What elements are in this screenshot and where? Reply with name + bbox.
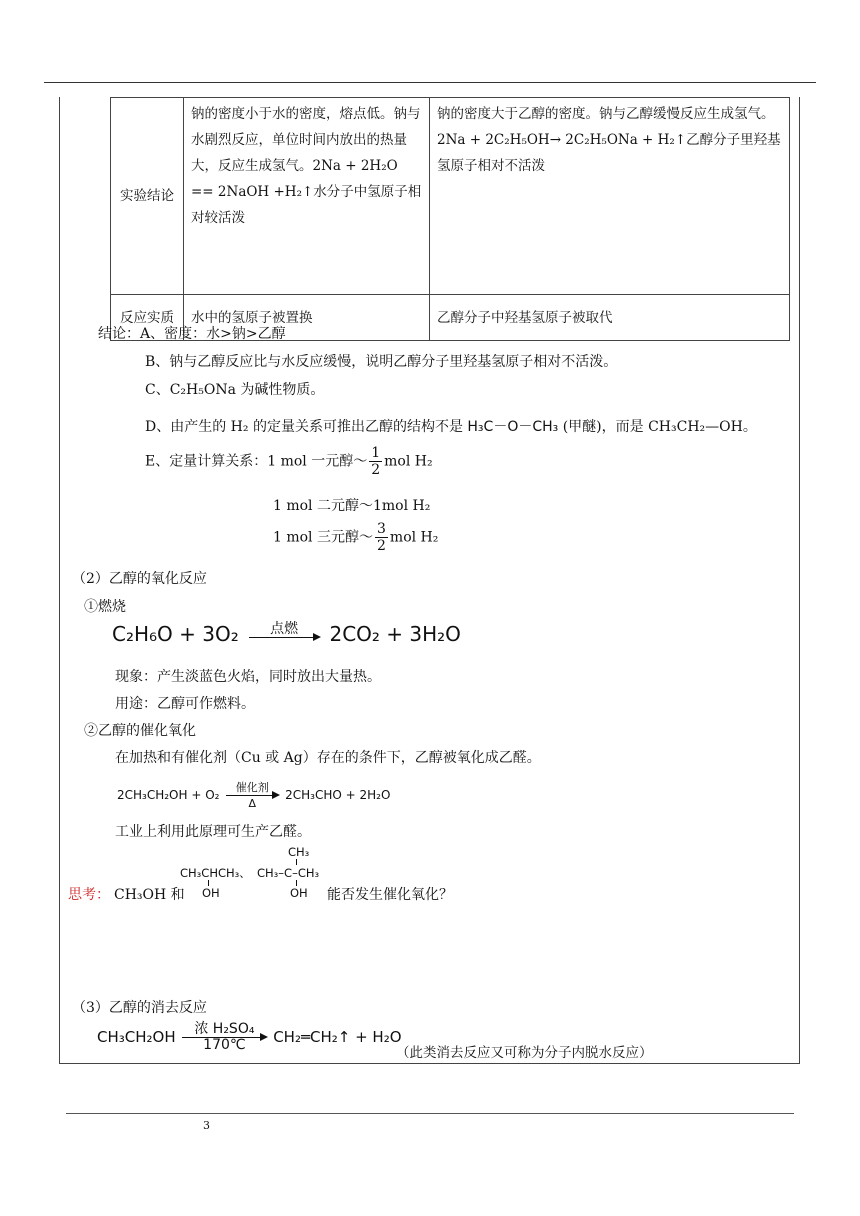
conclusion-b: B、钠与乙醇反应比与水反应缓慢，说明乙醇分子里羟基氢原子相对不活泼。 [145, 354, 618, 370]
catalyst-arrow: 催化剂 Δ [226, 780, 278, 811]
dihydric-relation: 1 mol 二元醇～1mol H₂ [273, 498, 431, 514]
conclusion-e [145, 445, 433, 478]
usage-text: 用途：乙醇可作燃料。 [115, 696, 255, 712]
row-label-conclusion: 实验结论 [111, 98, 184, 295]
cell-water-conclusion: 钠的密度小于水的密度，熔点低。钠与水剧烈反应，单位时间内放出的热量大，反应生成氢气。2Na + 2H₂O == 2NaOH +H₂↑水分子中氢原子相对较活泼 [184, 98, 430, 295]
catalytic-equation [117, 780, 390, 811]
think-question: 能否发生催化氧化？ [327, 887, 453, 903]
elimination-note: （此类消去反应又可称为分子内脱水反应） [396, 1045, 653, 1061]
cell-ethanol-conclusion: 钠的密度大于乙醇的密度。钠与乙醇缓慢反应生成氢气。2Na + 2C₂H₅OH→ 2C₂H₅ONa + H₂↑乙醇分子里羟基氢原子相对不活泼 [430, 98, 790, 295]
ignite-arrow: 点燃 [249, 622, 319, 638]
sodium-ethoxide-formula: C₂H₅ONa [169, 382, 236, 398]
header-rule [44, 82, 816, 83]
tert-butanol-chain: CH₃–C–CH₃ [257, 866, 320, 880]
combustion-heading: ①燃烧 [84, 599, 126, 615]
conclusion-c: C、C₂H₅ONa 为碱性物质。 [145, 382, 325, 398]
catalytic-description: 在加热和有催化剂（Cu 或 Ag）存在的条件下，乙醇被氧化成乙醛。 [115, 750, 541, 766]
conclusion-c-text: 为碱性物质。 [235, 382, 325, 398]
isopropanol-chain: CH₃CHCH₃、 [180, 866, 251, 880]
think-label: 思考： [68, 887, 110, 903]
fraction-three-halves: $\frac{3}{2}$ [377, 521, 386, 554]
fraction-one-half: $\frac{1}{2}$ [371, 445, 381, 478]
conclusion-a: 结论：A、密度：水>钠>乙醇 [98, 326, 286, 342]
trihydric-line [273, 521, 438, 554]
cell-water-essence: 水中的氢原子被置换 [184, 295, 430, 341]
catalytic-products: 2CH₃CHO + 2H₂O [285, 788, 391, 802]
elimination-reactant: CH₃CH₂OH [97, 1028, 176, 1046]
dimethyl-ether-structure: H₃C－O－CH₃ [467, 419, 559, 435]
think-methanol: CH₃OH 和 [114, 887, 185, 903]
combustion-equation [112, 622, 461, 646]
elimination-equation [97, 1022, 402, 1053]
sulfuric-acid-arrow: 浓 H₂SO₄ 170℃ [182, 1022, 266, 1053]
experiment-table [110, 97, 790, 341]
cell-ethanol-essence: 乙醇分子中羟基氢原子被取代 [430, 295, 790, 341]
methyl-branch: CH₃ [288, 845, 310, 859]
phenomenon-text: 现象：产生淡蓝色火焰，同时放出大量热。 [115, 669, 381, 685]
conclusion-d-pre: D、由产生的 H₂ 的定量关系可推出乙醇的结构不是 [145, 419, 463, 435]
tert-butanol-hydroxyl: OH [290, 886, 308, 900]
oxidation-heading: （2）乙醇的氧化反应 [72, 571, 207, 587]
combustion-products: 2CO₂ + 3H₂O [329, 622, 461, 646]
row-label-essence: 反应实质 [111, 295, 184, 341]
trihydric-unit: mol H₂ [389, 529, 439, 546]
combustion-reactants: C₂H₆O + 3O₂ [112, 622, 239, 646]
monohydric-relation: 1 mol 一元醇～ [267, 453, 368, 470]
catalytic-reactants: 2CH₃CH₂OH + O₂ [117, 788, 220, 802]
catalytic-heading: ②乙醇的催化氧化 [84, 723, 196, 739]
industry-text: 工业上利用此原理可生产乙醛。 [115, 824, 311, 840]
conclusion-e-label: E、定量计算关系： [145, 453, 268, 470]
elimination-heading: （3）乙醇的消去反应 [72, 1000, 207, 1016]
conclusion-d-post: (甲醚)，而是 CH₃CH₂—OH。 [562, 419, 757, 435]
conclusion-d [145, 416, 757, 436]
table-row [111, 98, 790, 295]
isopropanol-hydroxyl: OH [202, 886, 220, 900]
footer-rule [66, 1113, 794, 1114]
page-number: 3 [203, 1119, 210, 1132]
trihydric-relation: 1 mol 三元醇～ [273, 529, 373, 546]
elimination-products: CH₂═CH₂↑ + H₂O [273, 1028, 402, 1046]
monohydric-unit: mol H₂ [384, 453, 433, 470]
